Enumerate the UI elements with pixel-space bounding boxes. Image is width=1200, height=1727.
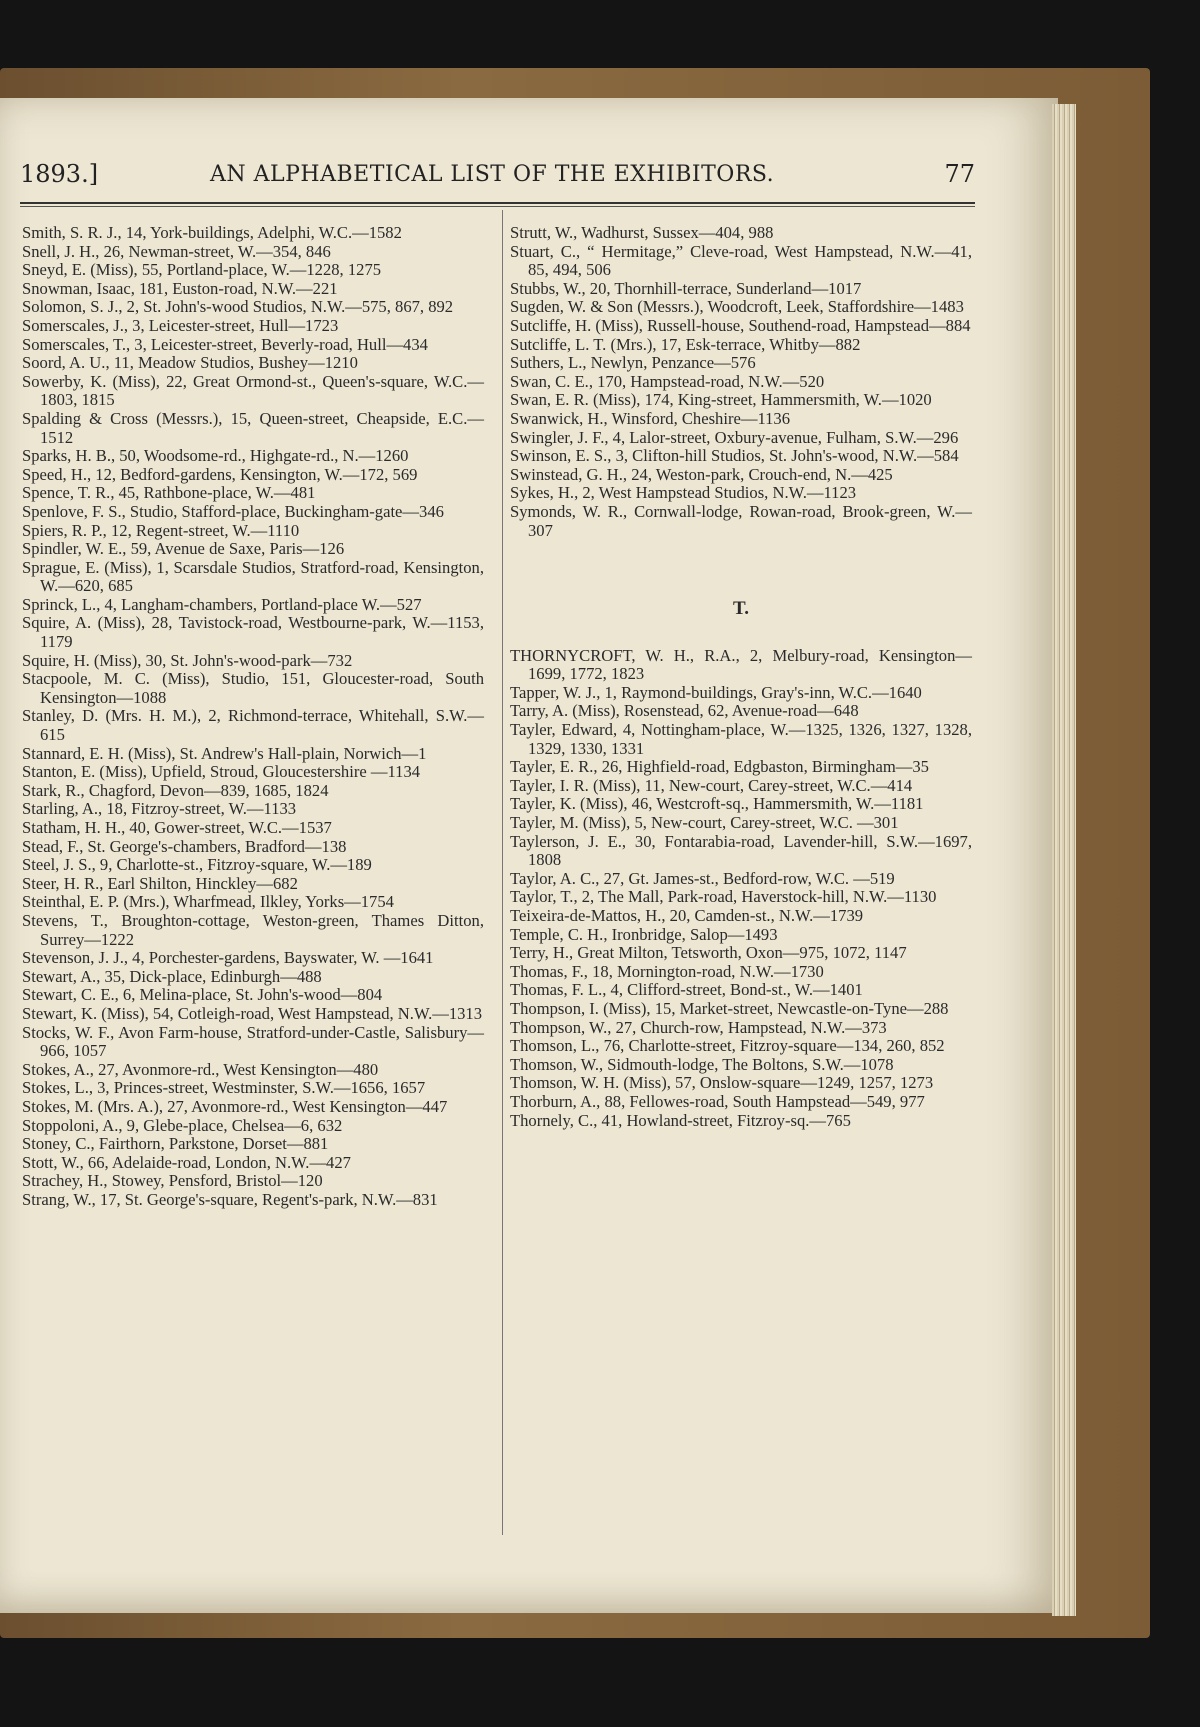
- exhibitor-entry: Temple, C. H., Ironbridge, Salop—1493: [510, 924, 778, 944]
- exhibitor-entry: Tayler, I. R. (Miss), 11, New-court, Carey-street, W.C.—414: [510, 775, 913, 795]
- exhibitor-entry: Stead, F., St. George's-chambers, Bradford—138: [22, 836, 347, 856]
- exhibitor-entry: Steer, H. R., Earl Shilton, Hinckley—682: [22, 873, 298, 893]
- exhibitor-entry: Thompson, W., 27, Church-row, Hampstead, N.W.—373: [510, 1017, 887, 1037]
- exhibitor-entry: Sutcliffe, L. T. (Mrs.), 17, Esk-terrace, Whitby—882: [510, 334, 861, 354]
- exhibitor-entry: Teixeira-de-Mattos, H., 20, Camden-st., N.W.—1739: [510, 906, 864, 925]
- page-number: 77: [944, 160, 975, 188]
- exhibitor-entry: Taylor, T., 2, The Mall, Park-road, Haverstock-hill, N.W.—1130: [510, 887, 937, 907]
- exhibitor-entry: Taylerson, J. E., 30, Fontarabia-road, Lavender-hill, S.W.—1697, 1808: [510, 831, 972, 870]
- exhibitor-entry: Sowerby, K. (Miss), 22, Great Ormond-st., Queen's-square, W.C.—1803, 1815: [22, 371, 484, 410]
- exhibitor-entry: Stevenson, J. J., 4, Porchester-gardens, Bayswater, W. —1641: [22, 948, 434, 968]
- exhibitor-entry: Tayler, M. (Miss), 5, New-court, Carey-street, W.C. —301: [510, 813, 899, 833]
- page-header: [20, 160, 975, 196]
- exhibitor-entry: Stocks, W. F., Avon Farm-house, Stratford-under-Castle, Salisbury—966, 1057: [22, 1022, 484, 1061]
- exhibitor-entry: Squire, H. (Miss), 30, St. John's-wood-park—732: [22, 650, 353, 670]
- exhibitor-entry: Sneyd, E. (Miss), 55, Portland-place, W.—1228, 1275: [22, 260, 382, 280]
- left-column: [22, 224, 484, 1209]
- exhibitor-entry: Stokes, A., 27, Avonmore-rd., West Kensington—480: [22, 1059, 379, 1079]
- exhibitor-entry: Snell, J. H., 26, Newman-street, W.—354, 846: [22, 241, 331, 261]
- column-divider: [502, 210, 503, 1535]
- header-year: 1893.]: [20, 160, 99, 188]
- exhibitor-entry: Statham, H. H., 40, Gower-street, W.C.—1537: [22, 818, 332, 837]
- exhibitor-entry: Thorburn, A., 88, Fellowes-road, South Hampstead—549, 977: [510, 1091, 925, 1111]
- exhibitor-entry: Stewart, K. (Miss), 54, Cotleigh-road, West Hampstead, N.W.—1313: [22, 1003, 483, 1023]
- exhibitor-entry: Swinstead, G. H., 24, Weston-park, Crouch-end, N.—425: [510, 464, 893, 484]
- exhibitor-entry: Taylor, A. C., 27, Gt. James-st., Bedford-row, W.C. —519: [510, 868, 895, 888]
- exhibitor-entry: Stott, W., 66, Adelaide-road, London, N.W.—427: [22, 1152, 351, 1172]
- exhibitor-entry: Swinson, E. S., 3, Clifton-hill Studios, St. John's-wood, N.W.—584: [510, 446, 959, 466]
- exhibitor-entry: Tarry, A. (Miss), Rosenstead, 62, Avenue-road—648: [510, 701, 859, 721]
- exhibitor-entry: Stoppoloni, A., 9, Glebe-place, Chelsea—6, 632: [22, 1115, 343, 1135]
- exhibitor-entry: Speed, H., 12, Bedford-gardens, Kensington, W.—172, 569: [22, 464, 418, 484]
- exhibitor-entry: Stacpoole, M. C. (Miss), Studio, 151, Gloucester-road, South Kensington—1088: [22, 669, 484, 707]
- exhibitor-entry: Swingler, J. F., 4, Lalor-street, Oxbury-avenue, Fulham, S.W.—296: [510, 427, 959, 447]
- section-letter: T.: [732, 598, 749, 620]
- exhibitor-entry: Stark, R., Chagford, Devon—839, 1685, 1824: [22, 780, 329, 800]
- right-column-t-entries: [510, 647, 972, 1130]
- exhibitor-entry: Sutcliffe, H. (Miss), Russell-house, Southend-road, Hampstead—884: [510, 315, 971, 335]
- exhibitor-entry: Stannard, E. H. (Miss), St. Andrew's Hall-plain, Norwich—1: [22, 743, 427, 763]
- exhibitor-entry: Solomon, S. J., 2, St. John's-wood Studios, N.W.—575, 867, 892: [22, 297, 454, 317]
- exhibitor-entry: Swanwick, H., Winsford, Cheshire—1136: [510, 408, 791, 428]
- right-column: [510, 224, 972, 1130]
- exhibitor-entry: Swan, C. E., 170, Hampstead-road, N.W.—520: [510, 371, 825, 391]
- exhibitor-entry: Tayler, Edward, 4, Nottingham-place, W.—1325, 1326, 1327, 1328, 1329, 1330, 1331: [510, 720, 972, 758]
- exhibitor-entry: Spence, T. R., 45, Rathbone-place, W.—481: [22, 483, 316, 503]
- exhibitor-entry: Stanley, D. (Mrs. H. M.), 2, Richmond-terrace, Whitehall, S.W.—615: [22, 706, 484, 745]
- exhibitor-entry: THORNYCROFT, W. H., R.A., 2, Melbury-road, Kensington—1699, 1772, 1823: [510, 645, 972, 684]
- exhibitor-entry: Stoney, C., Fairthorn, Parkstone, Dorset—881: [22, 1134, 329, 1154]
- exhibitor-entry: Spiers, R. P., 12, Regent-street, W.—1110: [22, 520, 300, 540]
- exhibitor-entry: Spindler, W. E., 59, Avenue de Saxe, Paris—126: [22, 539, 345, 559]
- exhibitor-entry: Stewart, C. E., 6, Melina-place, St. John's-wood—804: [22, 985, 383, 1005]
- exhibitor-entry: Stanton, E. (Miss), Upfield, Stroud, Gloucestershire —1134: [22, 762, 421, 782]
- exhibitor-entry: Terry, H., Great Milton, Tetsworth, Oxon—975, 1072, 1147: [510, 943, 907, 963]
- exhibitor-entry: Stokes, L., 3, Princes-street, Westminster, S.W.—1656, 1657: [22, 1078, 426, 1098]
- exhibitor-entry: Sykes, H., 2, West Hampstead Studios, N.W.—1123: [510, 483, 857, 503]
- exhibitor-entry: Suthers, L., Newlyn, Penzance—576: [510, 353, 756, 373]
- header-title: AN ALPHABETICAL LIST OF THE EXHIBITORS.: [210, 162, 775, 187]
- header-rule: [20, 202, 975, 204]
- exhibitor-entry: Steinthal, E. P. (Mrs.), Wharfmead, Ilkley, Yorks—1754: [22, 892, 394, 912]
- exhibitor-entry: Strachey, H., Stowey, Pensford, Bristol—120: [22, 1171, 323, 1191]
- exhibitor-entry: Stuart, C., “ Hermitage,” Cleve-road, West Hampstead, N.W.—41, 85, 494, 506: [510, 241, 972, 280]
- exhibitor-entry: Somerscales, T., 3, Leicester-street, Beverly-road, Hull—434: [22, 334, 428, 354]
- page-edges: [1052, 104, 1076, 1616]
- exhibitor-entry: Thomas, F., 18, Mornington-road, N.W.—1730: [510, 961, 824, 981]
- exhibitor-entry: Sprague, E. (Miss), 1, Scarsdale Studios, Stratford-road, Kensington, W.—620, 685: [22, 557, 484, 596]
- exhibitor-entry: Starling, A., 18, Fitzroy-street, W.—1133: [22, 799, 297, 819]
- exhibitor-entry: Thomson, L., 76, Charlotte-street, Fitzroy-square—134, 260, 852: [510, 1036, 945, 1056]
- exhibitor-entry: Strang, W., 17, St. George's-square, Regent's-park, N.W.—831: [22, 1189, 438, 1209]
- exhibitor-entry: Somerscales, J., 3, Leicester-street, Hull—1723: [22, 315, 339, 335]
- exhibitor-entry: Strutt, W., Wadhurst, Sussex—404, 988: [510, 223, 774, 242]
- exhibitor-entry: Squire, A. (Miss), 28, Tavistock-road, Westbourne-park, W.—1153, 1179: [22, 613, 484, 652]
- exhibitor-entry: Spenlove, F. S., Studio, Stafford-place, Buckingham-gate—346: [22, 501, 444, 521]
- exhibitor-entry: Smith, S. R. J., 14, York-buildings, Adelphi, W.C.—1582: [22, 223, 402, 242]
- exhibitor-entry: Spalding & Cross (Messrs.), 15, Queen-street, Cheapside, E.C.—1512: [22, 408, 484, 447]
- exhibitor-entry: Snowman, Isaac, 181, Euston-road, N.W.—221: [22, 278, 338, 298]
- exhibitor-entry: Sparks, H. B., 50, Woodsome-rd., Highgate-rd., N.—1260: [22, 446, 409, 466]
- exhibitor-entry: Stubbs, W., 20, Thornhill-terrace, Sunderland—1017: [510, 278, 862, 298]
- exhibitor-entry: Tayler, K. (Miss), 46, Westcroft-sq., Hammersmith, W.—1181: [510, 794, 924, 814]
- exhibitor-entry: Thornely, C., 41, Howland-street, Fitzroy-sq.—765: [510, 1110, 851, 1130]
- exhibitor-entry: Thomson, W. H. (Miss), 57, Onslow-square—1249, 1257, 1273: [510, 1073, 934, 1093]
- exhibitor-entry: Tayler, E. R., 26, Highfield-road, Edgbaston, Birmingham—35: [510, 757, 929, 777]
- right-column-s-entries: [510, 224, 972, 540]
- exhibitor-entry: Tapper, W. J., 1, Raymond-buildings, Gray's-inn, W.C.—1640: [510, 682, 922, 702]
- header-rule-thin: [20, 206, 975, 207]
- exhibitor-entry: Thomas, F. L., 4, Clifford-street, Bond-st., W.—1401: [510, 980, 863, 1000]
- exhibitor-entry: Stewart, A., 35, Dick-place, Edinburgh—488: [22, 966, 322, 986]
- exhibitor-entry: Sprinck, L., 4, Langham-chambers, Portland-place W.—527: [22, 594, 422, 614]
- exhibitor-entry: Stokes, M. (Mrs. A.), 27, Avonmore-rd., West Kensington—447: [22, 1096, 448, 1116]
- exhibitor-entry: Swan, E. R. (Miss), 174, King-street, Hammersmith, W.—1020: [510, 390, 932, 410]
- exhibitor-entry: Steel, J. S., 9, Charlotte-st., Fitzroy-square, W.—189: [22, 855, 372, 875]
- exhibitor-entry: Soord, A. U., 11, Meadow Studios, Bushey—1210: [22, 353, 358, 373]
- exhibitor-entry: Sugden, W. & Son (Messrs.), Woodcroft, Leek, Staffordshire—1483: [510, 297, 964, 317]
- exhibitor-entry: Symonds, W. R., Cornwall-lodge, Rowan-road, Brook-green, W.—307: [510, 501, 972, 540]
- exhibitor-entry: Thompson, I. (Miss), 15, Market-street, Newcastle-on-Tyne—288: [510, 998, 949, 1018]
- exhibitor-entry: Thomson, W., Sidmouth-lodge, The Boltons, S.W.—1078: [510, 1054, 894, 1074]
- exhibitor-entry: Stevens, T., Broughton-cottage, Weston-green, Thames Ditton, Surrey—1222: [22, 910, 484, 949]
